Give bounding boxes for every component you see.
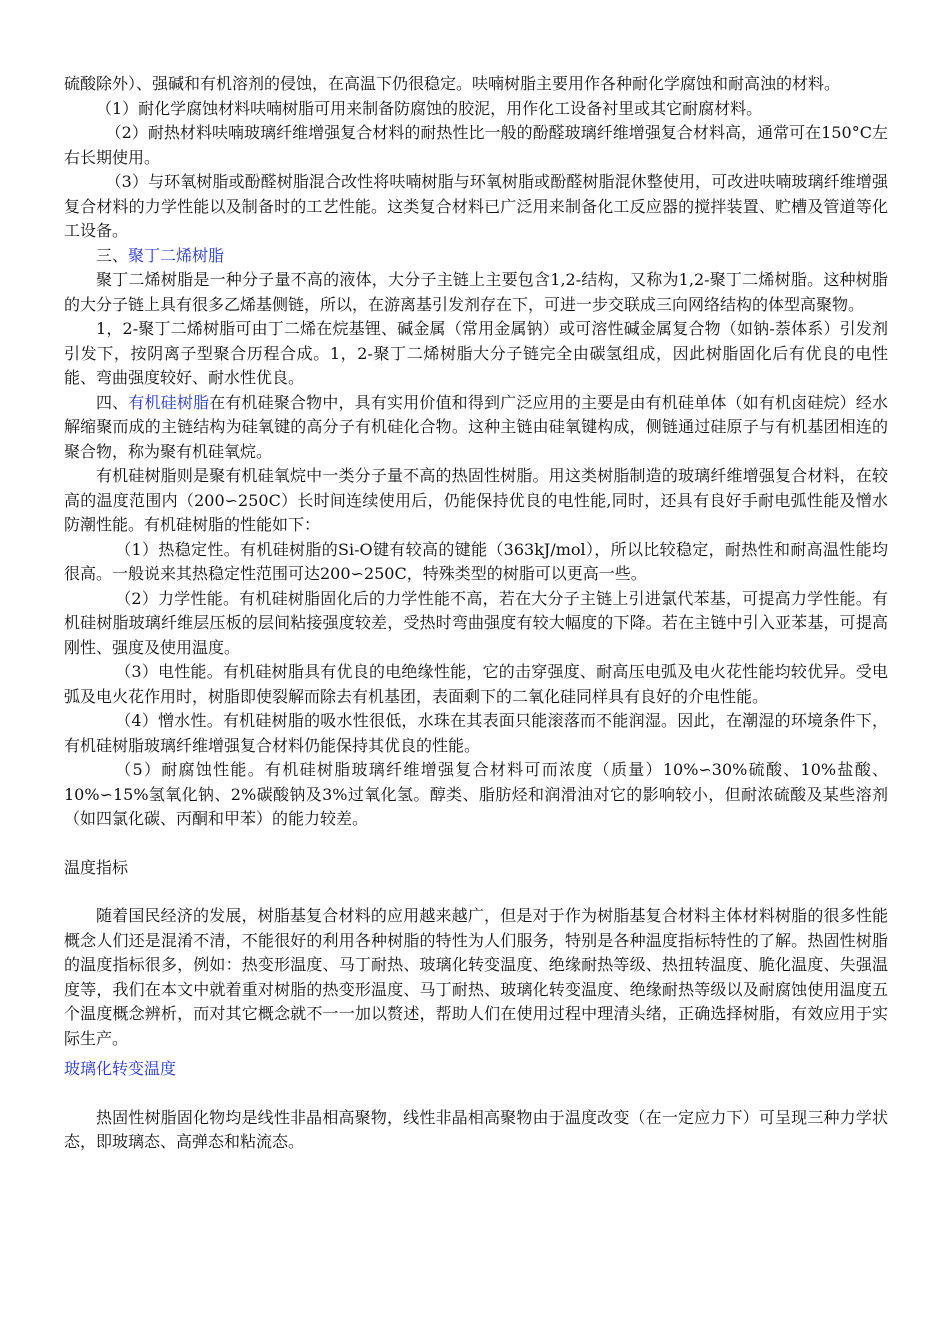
paragraph-glass-transition: 热固性树脂固化物均是线性非晶相高聚物，线性非晶相高聚物由于温度改变（在一定应力下）可呈现三种力学状态，即玻璃态、高弹态和粘流态。 <box>64 1107 888 1151</box>
paragraph-polybutadiene-1: 聚丁二烯树脂是一种分子量不高的液体，大分子主链上主要包含1,2-结构，又称为1,2-聚丁二烯树脂。这种树脂的大分子链上具有很多乙烯基侧链，所以，在游离基引发剂存在下，可进一步交联成三向网络结构的体型高聚物。 <box>64 270 888 314</box>
section-number: 三、 <box>96 245 129 265</box>
glass-transition-temperature-link[interactable]: 玻璃化转变温度 <box>64 1059 177 1078</box>
paragraph-furan-item-1: （1）耐化学腐蚀材料呋喃树脂可用来制备防腐蚀的胶泥，用作化工设备衬里或其它耐腐材料。 <box>96 98 763 118</box>
paragraph-silicone-item-4: （4）憎水性。有机硅树脂的吸水性很低，水珠在其表面只能滚落而不能润湿。因此，在潮湿的环境条件下，有机硅树脂玻璃纤维增强复合材料仍能保持其优良的性能。 <box>64 711 888 755</box>
polybutadiene-resin-link[interactable]: 聚丁二烯树脂 <box>128 245 225 265</box>
paragraph-furan-intro: 硫酸除外）、强碱和有机溶剂的侵蚀，在高温下仍很稳定。呋喃树脂主要用作各种耐化学腐蚀和耐高浊的材料。 <box>64 74 841 93</box>
paragraph-silicone-item-2: （2）力学性能。有机硅树脂固化后的力学性能不高，若在大分子主链上引进氯代苯基，可提高力学性能。有机硅树脂玻璃纤维层压板的层间粘接强度较差，受热时弯曲强度有较大幅度的下降。若在主链中引入亚苯基，可提高刚性、强度及使用温度。 <box>64 588 888 657</box>
section-number: 四、 <box>96 392 129 412</box>
section-heading-polybutadiene <box>64 244 888 269</box>
paragraph-temperature-indicators: 随着国民经济的发展，树脂基复合材料的应用越来越广，但是对于作为树脂基复合材料主体材料树脂的很多性能概念人们还是混淆不清，不能很好的利用各种树脂的特性为人们服务，特别是各种温度指标特性的了解。热固性树脂的温度指标很多，例如：热变形温度、马丁耐热、玻璃化转变温度、绝缘耐热等级、热扭转温度、脆化温度、失强温度等，我们在本文中就着重对树脂的热变形温度、马丁耐热、玻璃化转变温度、绝缘耐热等级以及耐腐蚀使用温度五个温度概念辨析，而对其它概念就不一一加以赘述，帮助人们在使用过程中理清头绪，正确选择树脂，有效应用于实际生产。 <box>64 906 888 1048</box>
paragraph-silicone-item-1: （1）热稳定性。有机硅树脂的Si-O键有较高的键能（363kJ/mol），所以比较稳定，耐热性和耐高温性能均很高。一般说来其热稳定性范围可达200∽250C，特殊类型的树脂可以更高一些。 <box>64 539 888 583</box>
section-text: 在有机硅聚合物中，具有实用价值和得到广泛应用的主要是由有机硅单体（如有机卤硅烷）经水解缩聚而成的主链结构为硅氧键的高分子有机硅化合物。这种主链由硅氧键构成，侧链通过硅原子与有机基团相连的聚合物，称为聚有机硅氧烷。 <box>64 392 888 461</box>
paragraph-furan-item-3: （3）与环氧树脂或酚醛树脂混合改性将呋喃树脂与环氧树脂或酚醛树脂混休整使用，可改进呋喃玻璃纤维增强复合材料的力学性能以及制备时的工艺性能。这类复合材料已广泛用来制备化工反应器的搅拌装置、贮槽及管道等化工设备。 <box>64 172 888 240</box>
paragraph-silicone-intro: 有机硅树脂则是聚有机硅氧烷中一类分子量不高的热固性树脂。用这类树脂制造的玻璃纤维增强复合材料，在较高的温度范围内（200∽250C）长时间连续使用后，仍能保持优良的电性能,同时，还具有良好手耐电弧性能及憎水防潮性能。有机硅树脂的性能如下： <box>64 466 888 534</box>
silicone-resin-link[interactable]: 有机硅树脂 <box>128 392 210 412</box>
paragraph-silicone-item-5: （5）耐腐蚀性能。有机硅树脂玻璃纤维增强复合材料可而浓度（质量）10%∽30%硫酸、10%盐酸、10%∽15%氢氧化钠、2%碳酸钠及3%过氧化氢。醇类、脂肪烃和润滑油对它的影响较小，但耐浓硫酸及某些溶剂（如四氯化碳、丙酮和甲苯）的能力较差。 <box>64 760 888 828</box>
heading-temperature-indicators: 温度指标 <box>64 857 129 877</box>
paragraph-polybutadiene-2: 1，2-聚丁二烯树脂可由丁二烯在烷基锂、碱金属（常用金属钠）或可溶性碱金属复合物（如钠-萘体系）引发剂引发下，按阴离子型聚合历程合成。1，2-聚丁二烯树脂大分子链完全由碳氢组成，因此树脂固化后有优良的电性能、弯曲强度较好、耐水性优良。 <box>64 319 888 387</box>
paragraph-silicone-item-3: （3）电性能。有机硅树脂具有优良的电绝缘性能，它的击穿强度、耐高压电弧及电火花性能均较优异。受电弧及电火花作用时，树脂即使裂解而除去有机基团，表面剩下的二氧化硅同样具有良好的介电性能。 <box>64 662 888 706</box>
section-heading-silicone <box>64 391 888 465</box>
paragraph-furan-item-2: （2）耐热材料呋喃玻璃纤维增强复合材料的耐热性比一般的酚醛玻璃纤维增强复合材料高，通常可在150°C左右长期使用。 <box>64 123 888 167</box>
